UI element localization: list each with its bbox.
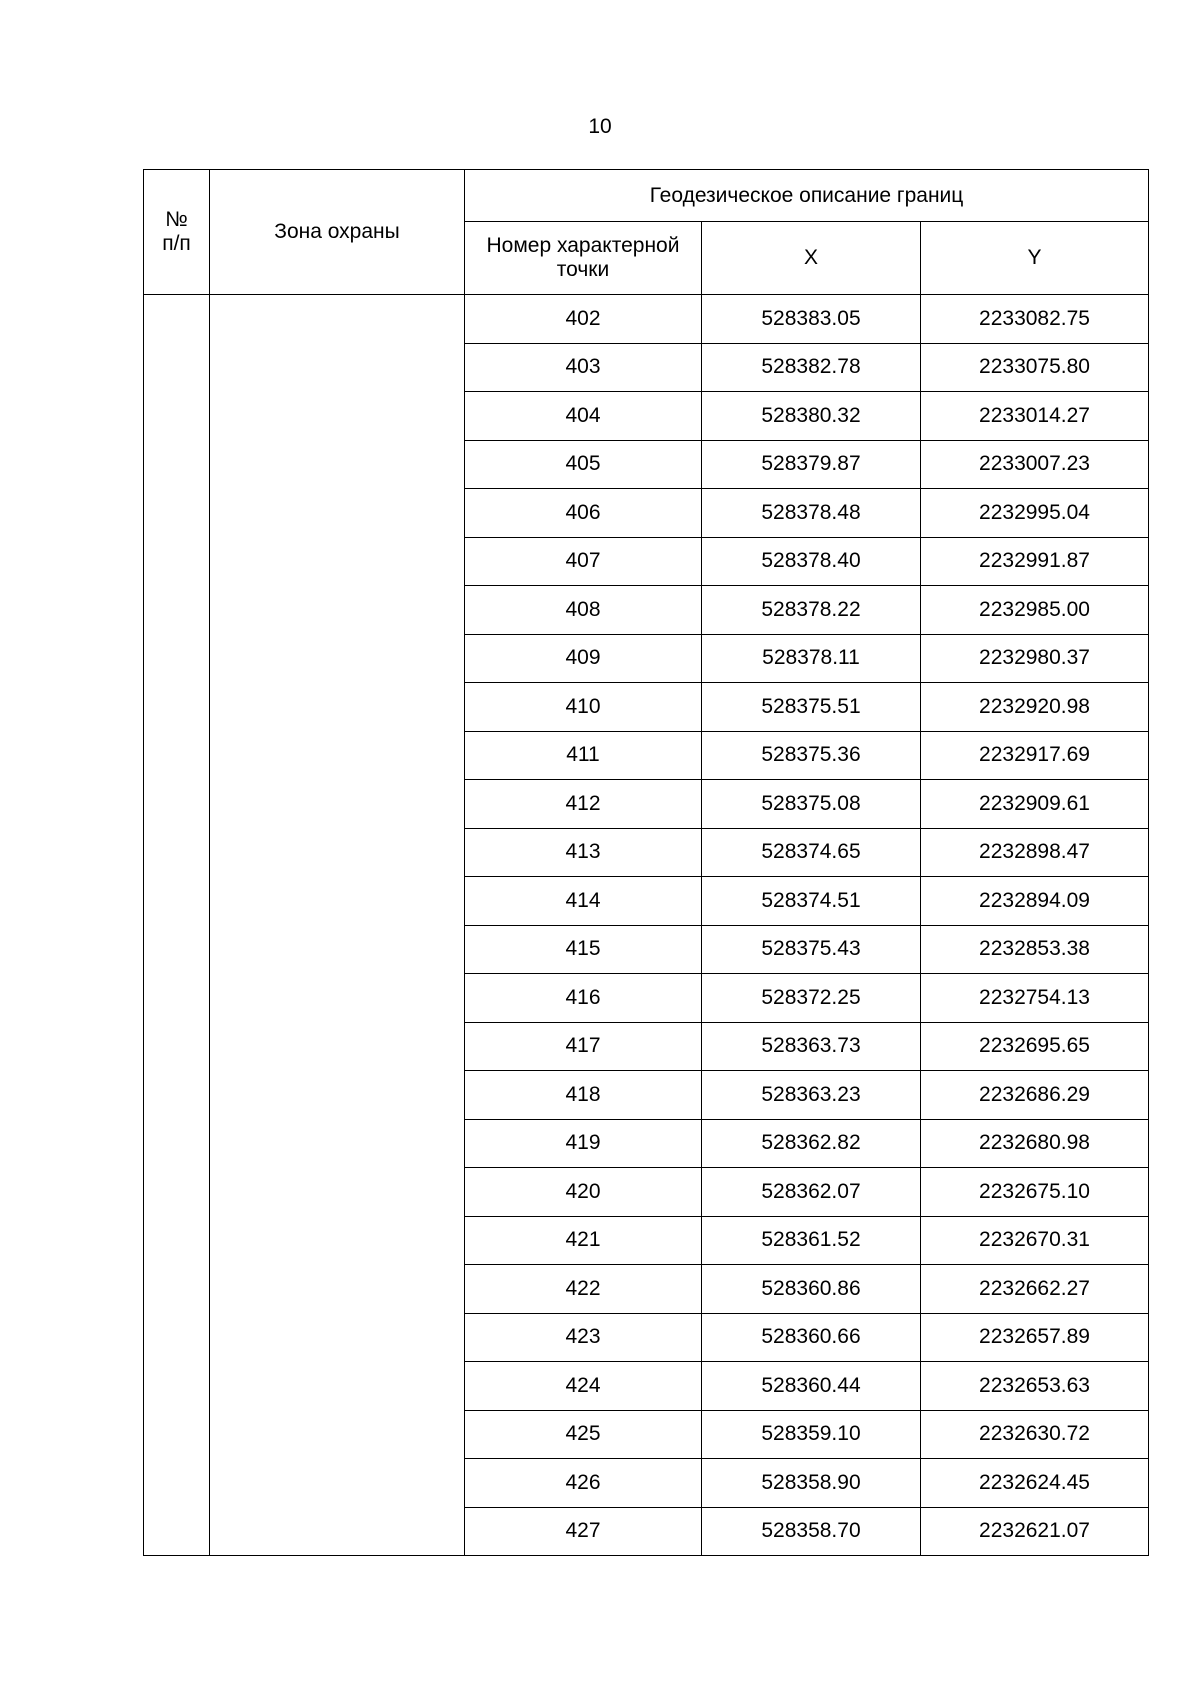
point-cell: 416: [465, 974, 702, 1023]
y-cell: 2232920.98: [921, 683, 1149, 732]
y-cell: 2233082.75: [921, 295, 1149, 344]
x-cell: 528360.66: [702, 1313, 921, 1362]
x-cell: 528360.86: [702, 1265, 921, 1314]
x-cell: 528382.78: [702, 343, 921, 392]
geodetic-table: [143, 169, 1149, 1556]
y-cell: 2233007.23: [921, 440, 1149, 489]
y-cell: 2232662.27: [921, 1265, 1149, 1314]
y-cell: 2232695.65: [921, 1022, 1149, 1071]
point-cell: 422: [465, 1265, 702, 1314]
y-cell: 2232995.04: [921, 489, 1149, 538]
y-cell: 2232657.89: [921, 1313, 1149, 1362]
y-cell: 2232898.47: [921, 828, 1149, 877]
page-number: 10: [588, 115, 612, 138]
header-num-label: № п/п: [162, 208, 191, 255]
x-cell: 528378.48: [702, 489, 921, 538]
point-cell: 424: [465, 1362, 702, 1411]
y-cell: 2232980.37: [921, 634, 1149, 683]
x-cell: 528372.25: [702, 974, 921, 1023]
point-cell: 411: [465, 731, 702, 780]
x-cell: 528360.44: [702, 1362, 921, 1411]
x-cell: 528380.32: [702, 392, 921, 441]
point-cell: 407: [465, 537, 702, 586]
header-point-label: Номер характерной точки: [486, 234, 680, 281]
point-cell: 427: [465, 1507, 702, 1556]
point-cell: 409: [465, 634, 702, 683]
x-cell: 528375.43: [702, 925, 921, 974]
table-header-row: [144, 170, 1149, 222]
point-cell: 415: [465, 925, 702, 974]
y-cell: 2232853.38: [921, 925, 1149, 974]
point-cell: 423: [465, 1313, 702, 1362]
point-cell: 425: [465, 1410, 702, 1459]
y-cell: 2233075.80: [921, 343, 1149, 392]
x-cell: 528375.36: [702, 731, 921, 780]
y-cell: 2232686.29: [921, 1071, 1149, 1120]
num-cell: [144, 295, 210, 1556]
x-cell: 528358.90: [702, 1459, 921, 1508]
x-cell: 528363.23: [702, 1071, 921, 1120]
point-cell: 405: [465, 440, 702, 489]
point-cell: 404: [465, 392, 702, 441]
header-point: [465, 222, 702, 295]
x-cell: 528363.73: [702, 1022, 921, 1071]
table-body: [144, 295, 1149, 1556]
x-cell: 528359.10: [702, 1410, 921, 1459]
y-cell: 2233014.27: [921, 392, 1149, 441]
y-cell: 2232894.09: [921, 877, 1149, 926]
y-cell: 2232621.07: [921, 1507, 1149, 1556]
x-cell: 528375.51: [702, 683, 921, 732]
point-cell: 412: [465, 780, 702, 829]
x-cell: 528374.65: [702, 828, 921, 877]
point-cell: 426: [465, 1459, 702, 1508]
point-cell: 406: [465, 489, 702, 538]
x-cell: 528375.08: [702, 780, 921, 829]
point-cell: 408: [465, 586, 702, 635]
y-cell: 2232754.13: [921, 974, 1149, 1023]
y-cell: 2232675.10: [921, 1168, 1149, 1217]
x-cell: 528361.52: [702, 1216, 921, 1265]
x-cell: 528362.07: [702, 1168, 921, 1217]
y-cell: 2232985.00: [921, 586, 1149, 635]
header-zone: Зона охраны: [210, 170, 465, 295]
point-cell: 421: [465, 1216, 702, 1265]
header-group: Геодезическое описание границ: [465, 170, 1149, 222]
y-cell: 2232917.69: [921, 731, 1149, 780]
header-y: Y: [921, 222, 1149, 295]
table-row: [144, 295, 1149, 344]
x-cell: 528379.87: [702, 440, 921, 489]
y-cell: 2232680.98: [921, 1119, 1149, 1168]
point-cell: 420: [465, 1168, 702, 1217]
x-cell: 528374.51: [702, 877, 921, 926]
y-cell: 2232624.45: [921, 1459, 1149, 1508]
point-cell: 419: [465, 1119, 702, 1168]
point-cell: 417: [465, 1022, 702, 1071]
x-cell: 528383.05: [702, 295, 921, 344]
y-cell: 2232630.72: [921, 1410, 1149, 1459]
point-cell: 410: [465, 683, 702, 732]
x-cell: 528358.70: [702, 1507, 921, 1556]
zone-cell: [210, 295, 465, 1556]
x-cell: 528378.11: [702, 634, 921, 683]
point-cell: 414: [465, 877, 702, 926]
point-cell: 402: [465, 295, 702, 344]
header-x: X: [702, 222, 921, 295]
y-cell: 2232653.63: [921, 1362, 1149, 1411]
point-cell: 418: [465, 1071, 702, 1120]
x-cell: 528378.40: [702, 537, 921, 586]
point-cell: 403: [465, 343, 702, 392]
y-cell: 2232909.61: [921, 780, 1149, 829]
point-cell: 413: [465, 828, 702, 877]
y-cell: 2232991.87: [921, 537, 1149, 586]
header-num: [144, 170, 210, 295]
x-cell: 528378.22: [702, 586, 921, 635]
x-cell: 528362.82: [702, 1119, 921, 1168]
y-cell: 2232670.31: [921, 1216, 1149, 1265]
